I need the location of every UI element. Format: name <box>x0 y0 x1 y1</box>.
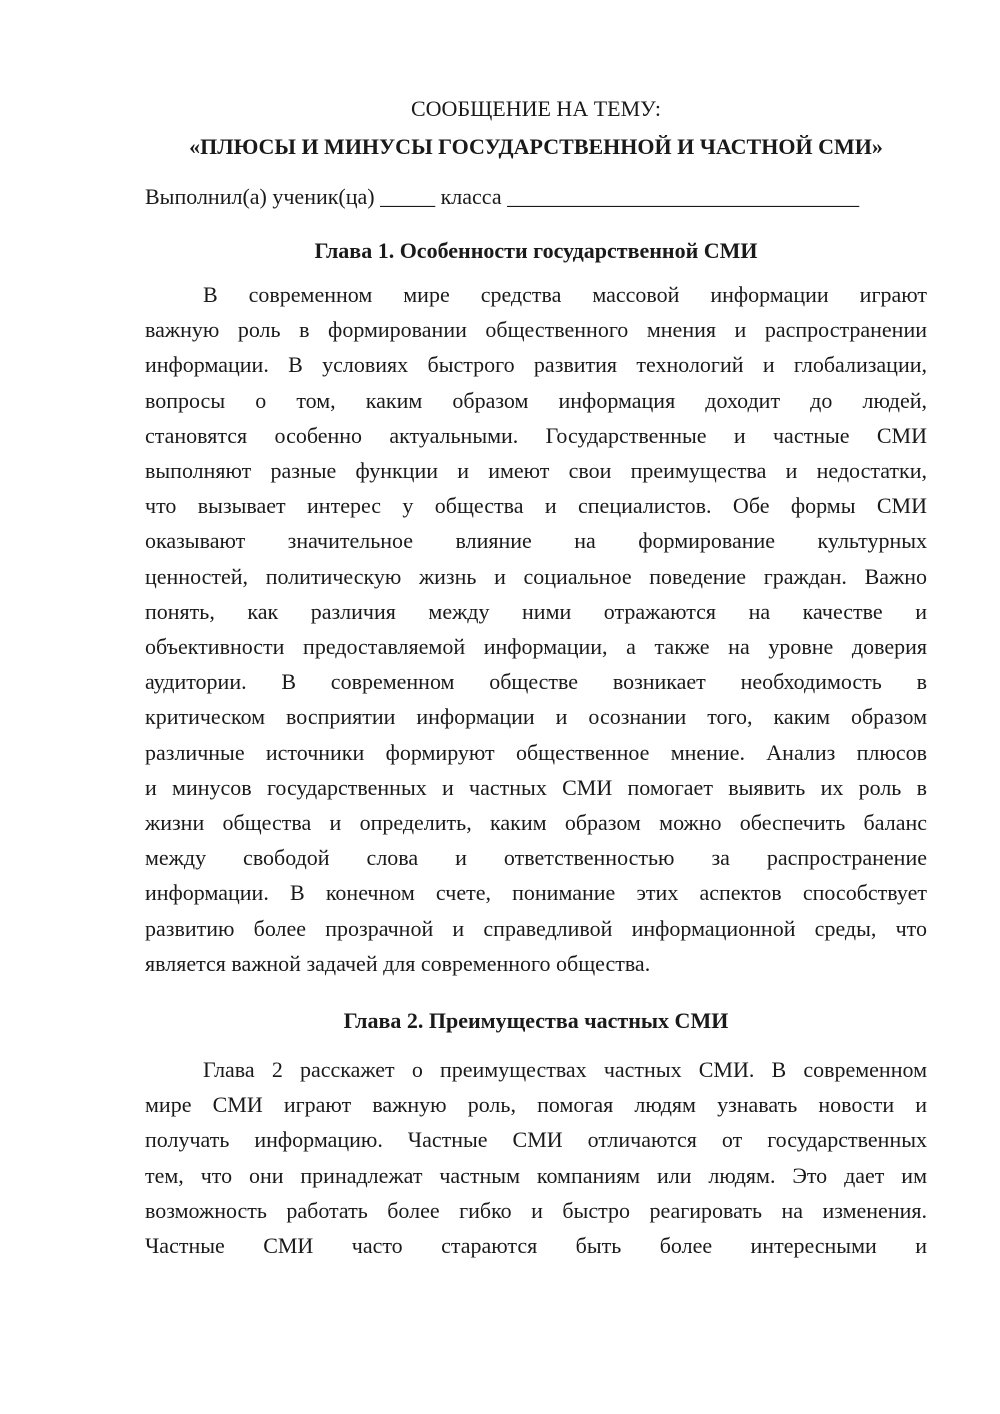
paragraph-line: Частные СМИ часто стараются быть более интересными и <box>145 1233 927 1259</box>
paragraph-line: вопросы о том, каким образом информация доходит до людей, <box>145 387 927 413</box>
paragraph-line: между свободой слова и ответственностью за распространение <box>145 845 927 871</box>
document-topic: «ПЛЮСЫ И МИНУСЫ ГОСУДАРСТВЕННОЙ И ЧАСТНОЙ СМИ» <box>189 134 883 159</box>
paragraph-line: получать информацию. Частные СМИ отличаются от государственных <box>145 1127 927 1153</box>
paragraph-line: критическом восприятии информации и осознании того, каким образом <box>145 704 927 730</box>
paragraph-line: тем, что они принадлежат частным компаниям или людям. Это дает им <box>145 1162 927 1188</box>
paragraph-line: Глава 2 расскажет о преимуществах частных СМИ. В современном <box>203 1057 927 1083</box>
paragraph-line: различные источники формируют общественное мнение. Анализ плюсов <box>145 739 927 765</box>
paragraph-line: и минусов государственных и частных СМИ помогает выявить их роль в <box>145 774 927 800</box>
chapter-1-heading: Глава 1. Особенности государственной СМИ <box>314 238 758 263</box>
paragraph-line: является важной задачей для современного общества. <box>145 950 651 976</box>
author-byline: Выполнил(а) ученик(ца) _____ класса ________________________________ <box>145 184 860 209</box>
paragraph-line: развитию более прозрачной и справедливой информационной среды, что <box>145 915 927 941</box>
document-title: СООБЩЕНИЕ НА ТЕМУ: <box>411 96 661 121</box>
paragraph-line: В современном мире средства массовой информации играют <box>203 282 927 307</box>
paragraph-line: мире СМИ играют важную роль, помогая людям узнавать новости и <box>145 1092 927 1118</box>
paragraph-line: становятся особенно актуальными. Государственные и частные СМИ <box>145 422 927 448</box>
paragraph-line: понять, как различия между ними отражаются на качестве и <box>145 598 927 624</box>
paragraph-line: что вызывает интерес у общества и специалистов. Обе формы СМИ <box>145 493 927 519</box>
chapter-1-paragraph <box>145 277 927 981</box>
paragraph-line: жизни общества и определить, каким образом можно обеспечить баланс <box>145 810 927 836</box>
chapter-2-paragraph <box>145 1052 927 1263</box>
paragraph-line: объективности предоставляемой информации, а также на уровне доверия <box>145 634 927 660</box>
paragraph-line: возможность работать более гибко и быстро реагировать на изменения. <box>145 1197 927 1223</box>
paragraph-line: ценностей, политическую жизнь и социальное поведение граждан. Важно <box>145 563 927 589</box>
paragraph-line: информации. В условиях быстрого развития технологий и глобализации, <box>145 352 927 378</box>
paragraph-line: аудитории. В современном обществе возникает необходимость в <box>145 669 927 695</box>
paragraph-line: информации. В конечном счете, понимание этих аспектов способствует <box>145 880 927 906</box>
paragraph-line: важную роль в формировании общественного мнения и распространении <box>145 317 927 343</box>
page-content <box>145 90 927 1263</box>
chapter-2-heading: Глава 2. Преимущества частных СМИ <box>343 1008 729 1034</box>
paragraph-line: оказывают значительное влияние на формирование культурных <box>145 528 927 554</box>
paragraph-line: выполняют разные функции и имеют свои преимущества и недостатки, <box>145 458 927 484</box>
